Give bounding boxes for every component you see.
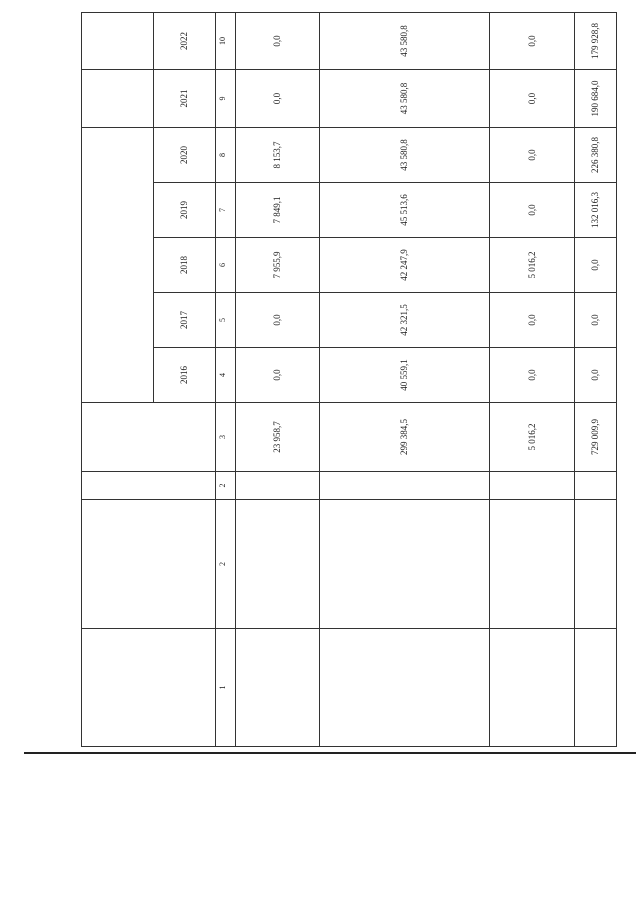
row-value: 0,0 (490, 69, 575, 127)
header-year-2019: 2019 (154, 183, 216, 238)
budget-table-container (81, 13, 616, 747)
index-cell: 8 (216, 127, 236, 182)
index-row (216, 12, 236, 746)
row-total: 5 016,2 (490, 403, 575, 472)
table-row (236, 12, 320, 746)
row-value: 179 928,8 (575, 12, 617, 69)
row-value: 0,0 (236, 348, 320, 403)
row-value: 43 580,8 (320, 127, 490, 182)
row-executor (236, 500, 320, 629)
row-executor (575, 500, 617, 629)
header-year-2018: 2018 (154, 238, 216, 293)
row-source (575, 472, 617, 500)
header-total (82, 403, 216, 472)
row-value: 0,0 (575, 348, 617, 403)
header-year-2021: 2021 (154, 69, 216, 127)
row-source (236, 472, 320, 500)
row-source (490, 472, 575, 500)
index-cell: 7 (216, 183, 236, 238)
header-year-2017: 2017 (154, 293, 216, 348)
row-value: 132 016,3 (575, 183, 617, 238)
row-value: 0,0 (575, 238, 617, 293)
header-year-2022: 2022 (154, 12, 216, 69)
row-value: 43 580,8 (320, 12, 490, 69)
index-cell: 3 (216, 403, 236, 472)
header-year-2016: 2016 (154, 348, 216, 403)
row-value: 0,0 (575, 293, 617, 348)
index-cell: 1 (216, 629, 236, 747)
row-total: 23 958,7 (236, 403, 320, 472)
row-name (575, 629, 617, 747)
row-value: 226 380,8 (575, 127, 617, 182)
row-value: 0,0 (236, 293, 320, 348)
row-value: 43 580,8 (320, 69, 490, 127)
row-name (236, 629, 320, 747)
header-year-2020: 2020 (154, 127, 216, 182)
row-value: 0,0 (236, 12, 320, 69)
row-value: 7 849,1 (236, 183, 320, 238)
row-value: 0,0 (490, 127, 575, 182)
table-row (490, 12, 575, 746)
header-source (82, 472, 216, 500)
index-cell: 10 (216, 12, 236, 69)
row-value: 42 247,9 (320, 238, 490, 293)
scan-edge-line (24, 752, 636, 754)
header-empty-2 (82, 12, 154, 69)
row-value: 45 513,6 (320, 183, 490, 238)
index-cell: 2 (216, 472, 236, 500)
index-cell: 2 (216, 500, 236, 629)
row-value: 5 016,2 (490, 238, 575, 293)
index-cell: 6 (216, 238, 236, 293)
index-cell: 5 (216, 293, 236, 348)
header-name (82, 629, 216, 747)
row-value: 7 955,9 (236, 238, 320, 293)
header-budget-group (82, 127, 154, 402)
index-cell: 4 (216, 348, 236, 403)
index-cell: 9 (216, 69, 236, 127)
row-value: 8 153,7 (236, 127, 320, 182)
row-value: 190 684,0 (575, 69, 617, 127)
header-empty-1 (82, 69, 154, 127)
row-value: 0,0 (490, 12, 575, 69)
row-value: 42 321,5 (320, 293, 490, 348)
row-total: 299 384,5 (320, 403, 490, 472)
row-name (320, 629, 490, 747)
row-value: 0,0 (490, 183, 575, 238)
table-row (575, 12, 617, 746)
header-executor (82, 500, 216, 629)
row-executor (490, 500, 575, 629)
budget-table (81, 12, 617, 747)
table-row (320, 12, 490, 746)
row-executor (320, 500, 490, 629)
row-value: 40 559,1 (320, 348, 490, 403)
row-source (320, 472, 490, 500)
row-value: 0,0 (236, 69, 320, 127)
row-value: 0,0 (490, 348, 575, 403)
row-name (490, 629, 575, 747)
header-row-1 (82, 12, 154, 746)
row-value: 0,0 (490, 293, 575, 348)
row-total: 729 009,9 (575, 403, 617, 472)
